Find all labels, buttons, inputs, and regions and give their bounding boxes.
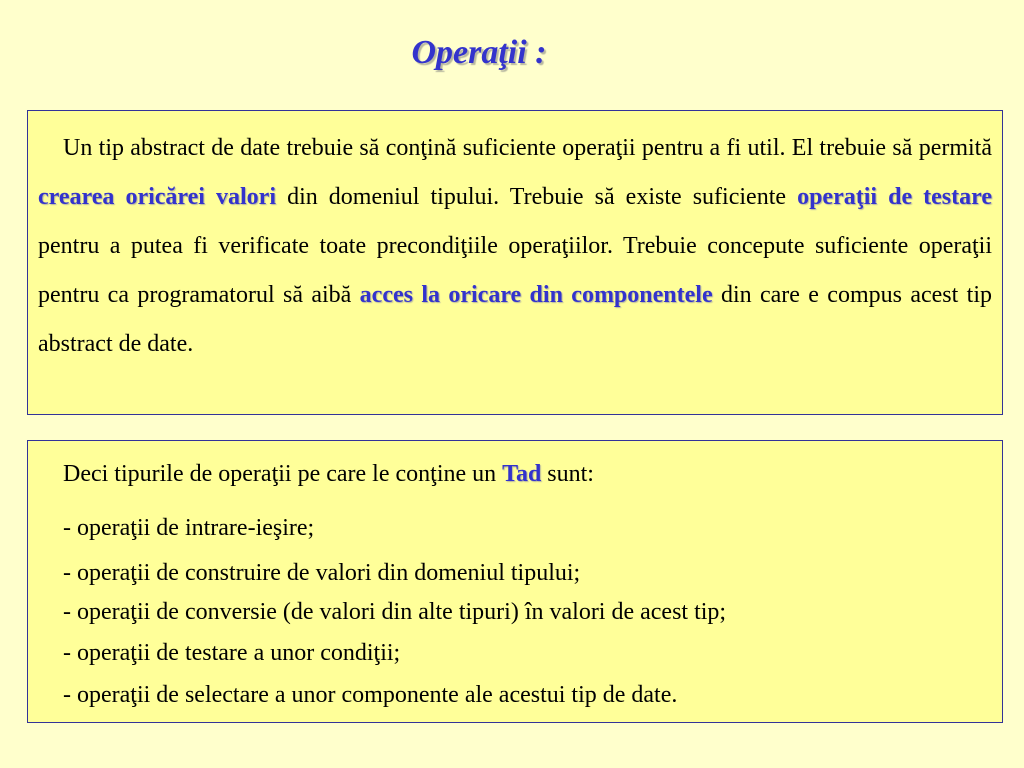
highlight-create-values: crearea oricărei valori — [38, 184, 277, 210]
highlight-component-access: acces la oricare din componentele — [359, 282, 713, 308]
definition-text-3: pentru a putea fi verificate toate precondiţiile operaţiilor. Trebuie concepute suficiente operaţii pentru ca programatorul să aibă — [38, 233, 992, 308]
definition-text-1: Un tip abstract de date trebuie să conţină suficiente operaţii pentru a fi util. El trebuie să permită — [63, 135, 992, 161]
intro-text: Deci tipurile de operaţii pe care le conţine un — [63, 461, 503, 487]
intro-suffix: sunt: — [541, 461, 594, 487]
list-item: - operaţii de selectare a unor componente ale acestui tip de date. — [63, 682, 678, 708]
list-item: - operaţii de intrare-ieşire; — [63, 515, 315, 541]
list-item: - operaţii de construire de valori din domeniul tipului; — [63, 560, 581, 586]
definition-box — [27, 110, 1003, 415]
tad-highlight: Tad — [502, 461, 542, 487]
definition-paragraph — [38, 124, 992, 369]
definition-text-2: din domeniul tipului. Trebuie să existe suficiente — [276, 184, 798, 210]
highlight-test-operations: operaţii de testare — [797, 184, 992, 210]
slide-title: Operaţii : — [411, 34, 547, 71]
operations-box — [27, 440, 1003, 723]
definition-text-4: din care e compus acest tip abstract de date. — [38, 282, 992, 357]
list-item: - operaţii de conversie (de valori din alte tipuri) în valori de acest tip; — [63, 599, 727, 625]
list-item: - operaţii de testare a unor condiţii; — [63, 640, 401, 666]
operations-intro — [63, 461, 594, 488]
